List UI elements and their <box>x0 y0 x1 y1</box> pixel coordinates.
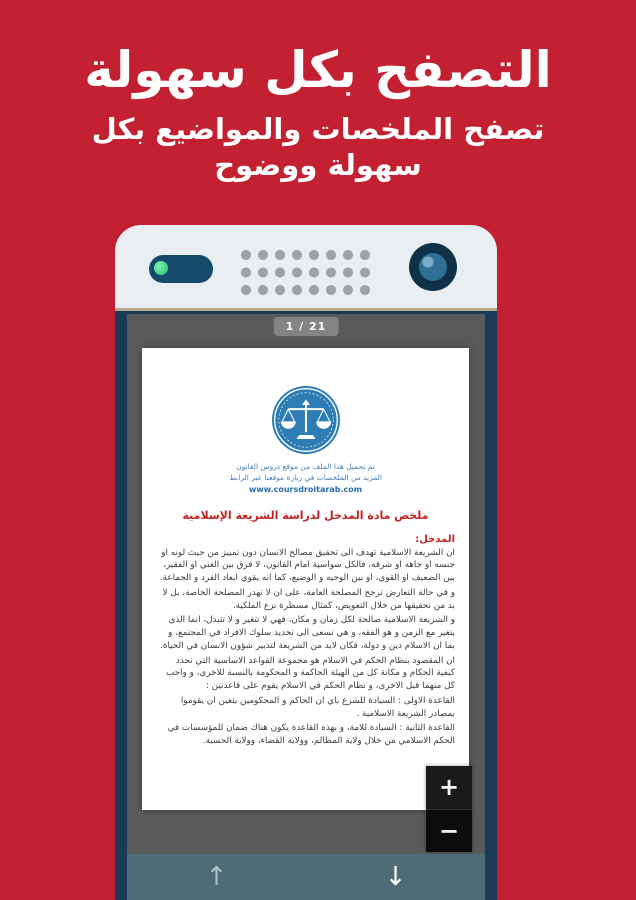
bottom-navbar <box>127 854 485 900</box>
document-source-note <box>142 461 469 496</box>
zoom-controls <box>426 766 472 852</box>
phone-top-bezel <box>115 225 497 311</box>
speaker-grille-icon <box>238 247 375 299</box>
scroll-up-icon[interactable]: ↑ <box>127 854 306 900</box>
source-line-1: تم تحميل هذا الملف من موقع دروس القانون <box>236 462 375 471</box>
scroll-down-icon[interactable]: ↓ <box>306 854 485 900</box>
page-title: التصفح بكل سهولة <box>84 41 552 99</box>
paragraph: القاعدة الثانية : السيادة للامة، و بهذه القاعدة يكون هناك ضمان للمؤسسات في الحكم الاسلامي من خلال ولاية المظالم، وولاية القضاء، وولاية الحسبة. <box>167 723 455 746</box>
document-page[interactable] <box>142 348 469 810</box>
phone-mockup <box>115 225 497 900</box>
section-heading: المدخل: <box>415 533 455 545</box>
paragraph: القاعدة الاولى : السيادة للشرع باي ان الحاكم و المحكومين يتعين ان يقوموا بمصادر الشريعة الاسلامية . <box>180 695 455 719</box>
page-subtitle: تصفح الملخصات والمواضيع بكل سهولة ووضوح <box>91 112 545 183</box>
scales-of-justice-icon <box>272 386 340 454</box>
camera-icon <box>409 243 457 291</box>
header <box>0 38 636 184</box>
website-link[interactable]: www.coursdroitarab.com <box>248 484 363 494</box>
zoom-in-button[interactable]: + <box>426 766 472 810</box>
paragraph: و الشريعة الاسلامية صالحة لكل زمان و مكان، فهي لا تتغير و لا تتبدل، انما الذي يتغير مع الزمن و هو الفقه، و هي تسعى الى تحديد سلوك الافراد في المجتمع، و بما ان الاسلام دين و دولة، فكان لابد من الشريعة لتدبير شؤون الانسان في الحياة. <box>160 615 455 651</box>
camera-lens-icon <box>419 253 447 281</box>
paragraph: ان الشريعة الاسلامية تهدف الى تحقيق مصالح الانسان دون تمييز من حيث لونه او جنسه او جاهه او شرفه، فالكل سواسية امام القانون، لا فرق بين الغني او الفقير، بين الضعيف او القوي، او بين الوجيه و الوضيع، كما انه يقوي ابعاد الفرد و الجماعة. <box>159 547 455 583</box>
paragraph: و في حالة التعارض ترجح المصلحة العامة، على ان لا تهدر المصلحة الخاصة، بل لا بد من تحقيقها من خلال التعويض، كمثال مسطرة نزع الملكية. <box>162 587 455 611</box>
page-indicator: 1 / 21 <box>274 317 339 336</box>
document-body <box>156 547 455 748</box>
zoom-out-button[interactable]: − <box>426 810 472 853</box>
speaker-icon <box>149 255 213 283</box>
source-line-2: المزيد من الملخصات في زيارة موقعنا عبر الرابط <box>229 473 382 483</box>
paragraph: ان المقصود بنظام الحكم في الاسلام هو مجموعة القواعد الاساسية التي تحدد كيفية الحكام و مكانة كل من الهيئة الحاكمة و المحكومة بالنسبة للاخرى، و واجب كل منهما قبل الاخرى، و نظام الحكم في الاسلام يقوم على قاعدتين : <box>165 655 455 691</box>
notification-led-icon <box>154 261 168 275</box>
pdf-viewer-screen <box>127 314 485 900</box>
document-title: ملخص مادة المدخل لدراسة الشريعة الإسلامية <box>182 508 429 522</box>
